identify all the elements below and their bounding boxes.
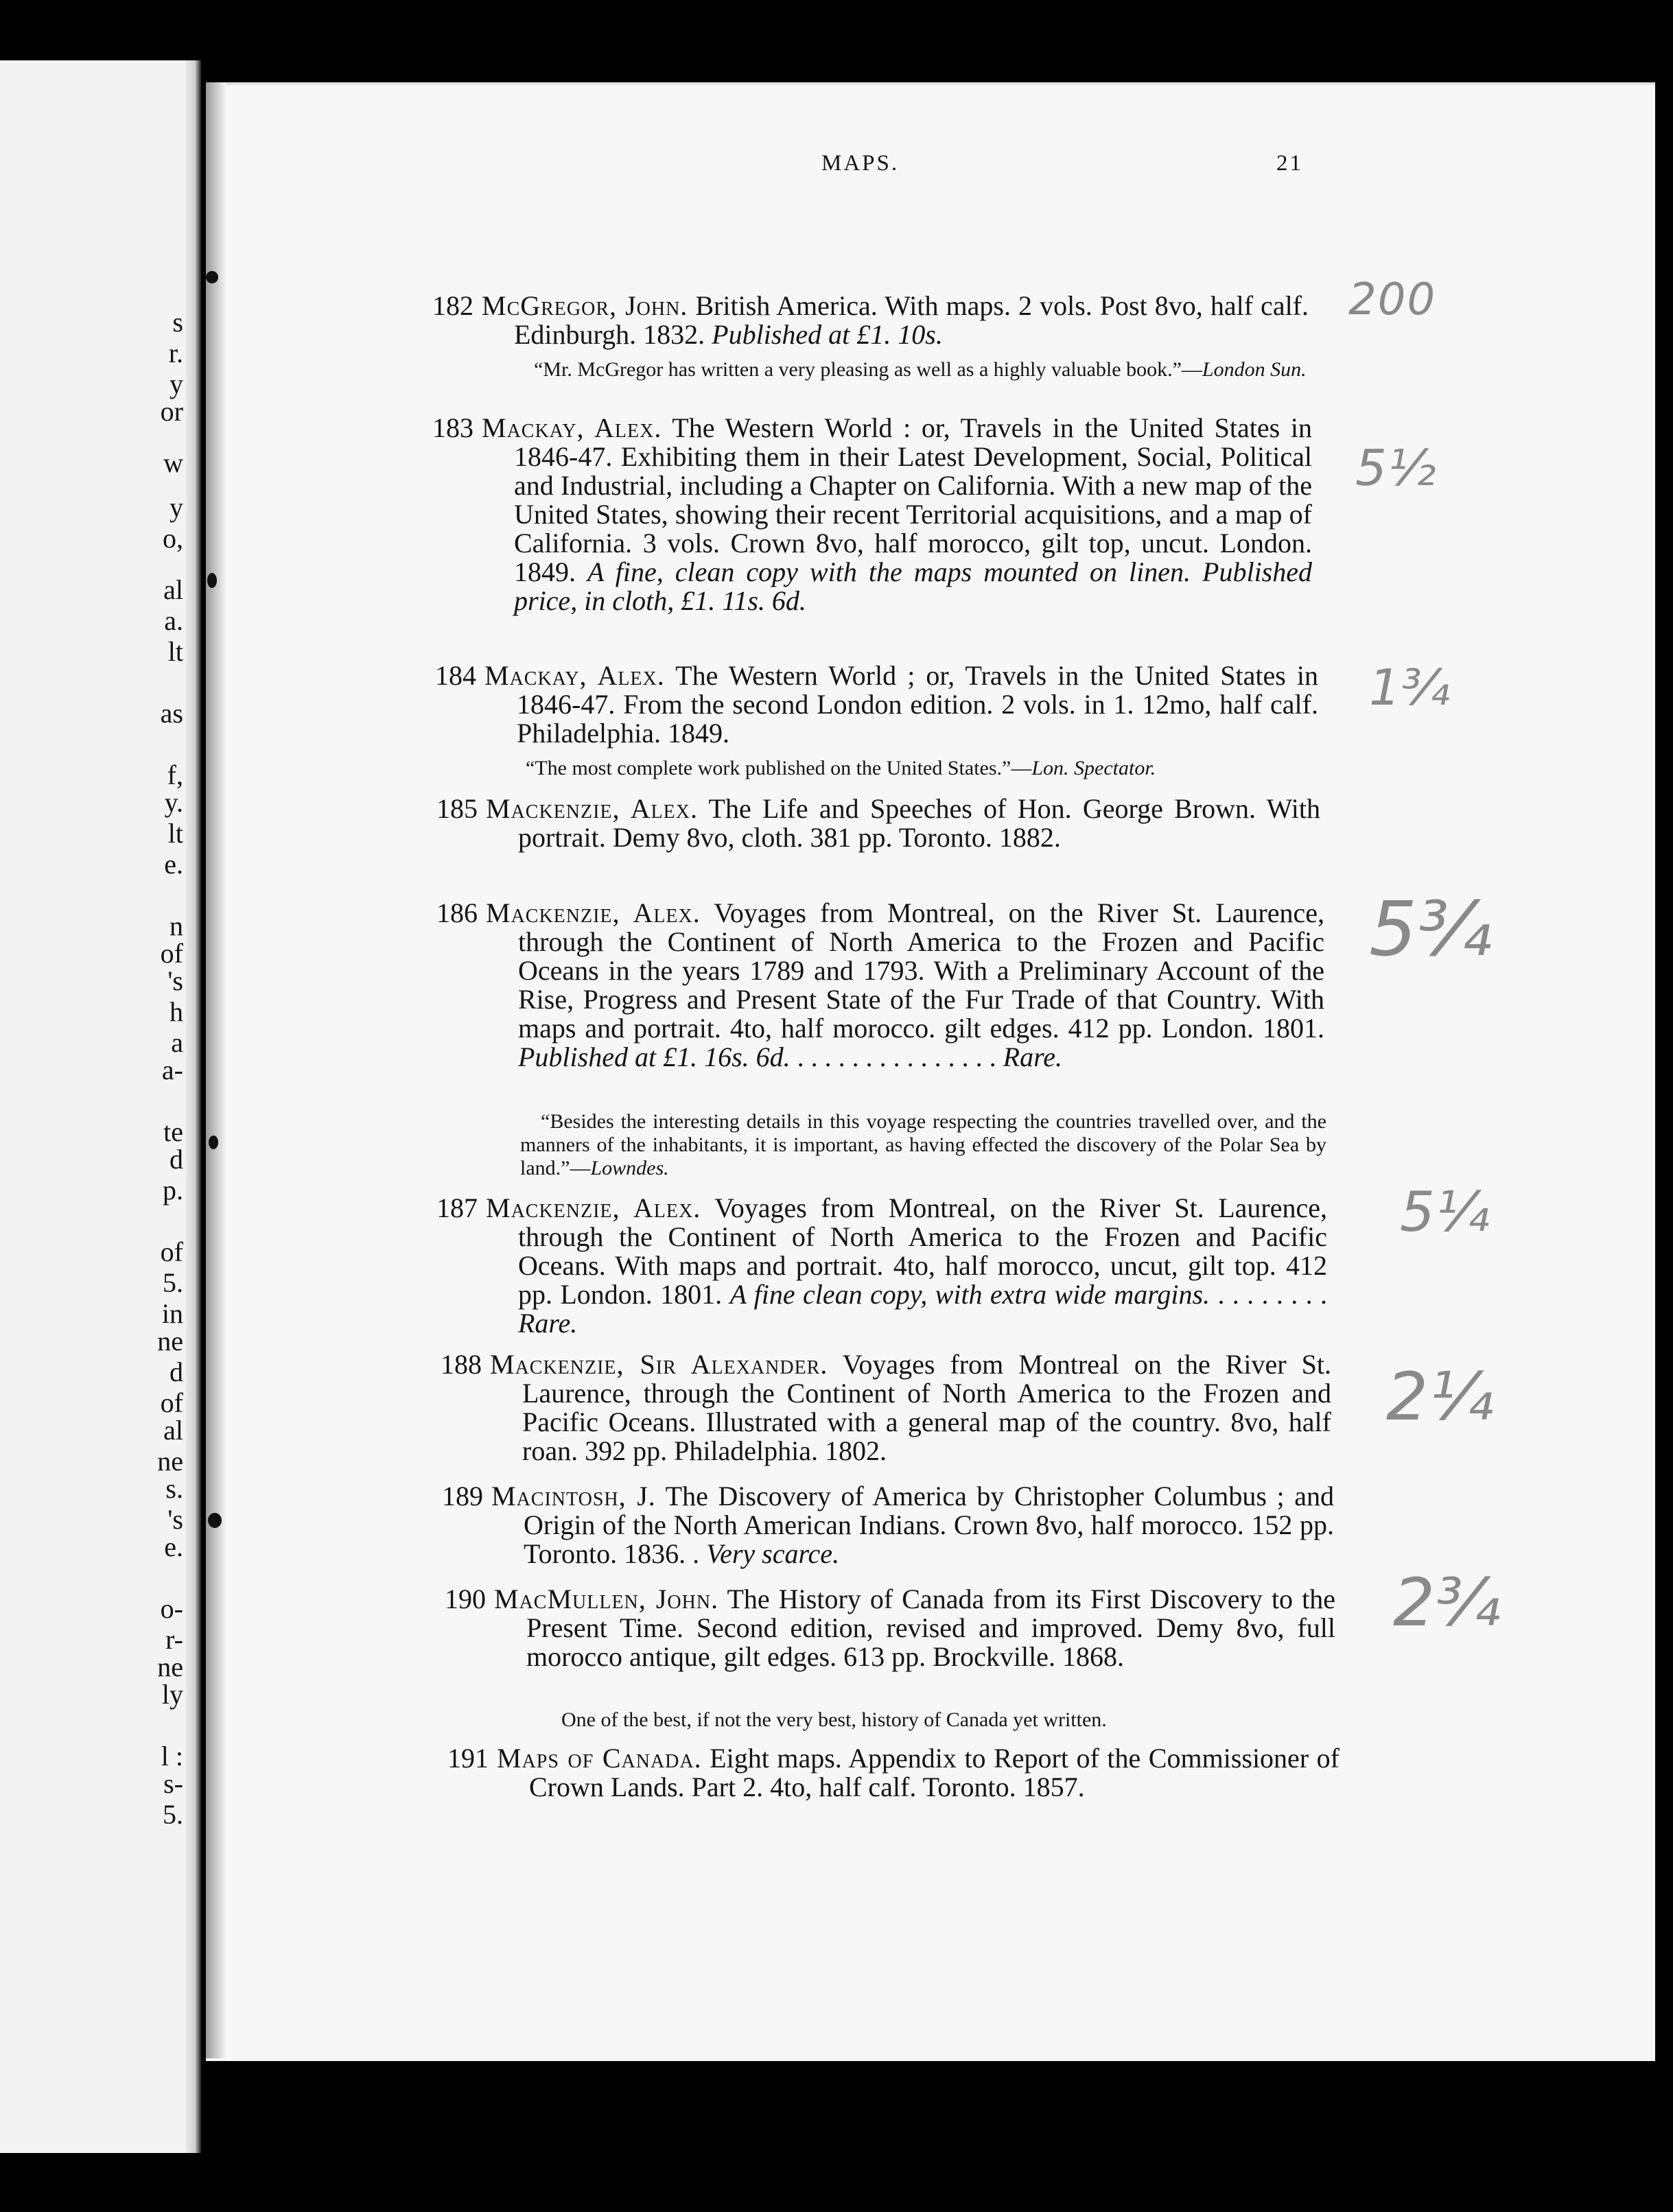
facing-page-fragment: ne (157, 1651, 183, 1682)
facing-page-fragment: s. (165, 1473, 183, 1504)
facing-page-fragment: or (160, 396, 183, 427)
facing-page-fragment: o, (163, 523, 183, 554)
binding-thread (209, 1136, 218, 1149)
quote-source: Lon. Spectator. (1031, 757, 1156, 779)
entry-text: The Discovery of America by Christopher Columbus ; and Origin of the North American Indians. Crown 8vo, half morocco. 152 pp. Toronto. 1836. . (524, 1481, 1334, 1569)
facing-page-fragment: y. (164, 787, 183, 818)
entry-number: 182 (432, 290, 473, 321)
entry-author: MacMullen, John. (494, 1584, 719, 1614)
catalogue-entry (436, 793, 1321, 853)
facing-page-fragment: f, (167, 760, 183, 790)
facing-page-fragment: of (160, 938, 183, 969)
facing-page-fragment: p. (163, 1175, 183, 1205)
entry-note: A fine, clean copy with the maps mounted on linen. Published price, in cloth, £1. 11s. 6d. (514, 556, 1313, 616)
entry-number: 188 (441, 1349, 482, 1380)
catalogue-entry (432, 290, 1309, 350)
catalogue-entry (435, 660, 1319, 749)
entry-author: Mackay, Alex. (482, 412, 662, 443)
facing-page-fragment: w (163, 447, 183, 478)
facing-page-fragment: in (161, 1298, 183, 1329)
facing-page-fragment: lt (167, 636, 183, 667)
entry-text: The Western World ; or, Travels in the United States in 1846-47. From the second London edition. 2 vols. in 1. 12mo, half calf. Philadelphia. 1849. (517, 660, 1319, 749)
facing-page-fragment: of (160, 1236, 183, 1267)
entry-text: Voyages from Montreal, on the River St. Laurence, through the Continent of North America to the Frozen and Pacific Oceans in the years 1789 and 1793. With a Preliminary Account of the Rise, Progress and Present State of the Fur Trade of that Country. With maps and portrait. 4to, half morocco. gilt edges. 412 pp. London. 1801. (518, 897, 1324, 1044)
page-title: MAPS. (821, 151, 900, 176)
leader-dots: . . . . . . . . . . . . . . . (797, 1042, 996, 1072)
facing-page-fragment: y (169, 368, 183, 399)
catalogue-entry (447, 1743, 1339, 1802)
entry-author: Maps of Canada. (497, 1743, 702, 1774)
entry-author: Mackenzie, Alex. (486, 1192, 701, 1223)
entry-number: 184 (435, 660, 476, 691)
entry-quote: “Besides the interesting details in this voyage respecting the countries travelled over, and the manners of the inhabitants, it is important, as having effected the discovery of the Polar Sea by land.”—Lowndes. (520, 1110, 1326, 1179)
facing-page-fragment: 's (167, 965, 183, 996)
catalogue-entry (445, 1584, 1336, 1672)
facing-page-fragment: l : (161, 1741, 183, 1772)
facing-page-fragment: a. (164, 605, 183, 636)
entry-note: Published at £1. 10s. (712, 319, 943, 350)
entry-quote: “The most complete work published on the United States.”—Lon. Spectator. (526, 757, 1156, 779)
facing-page-fragment: a- (161, 1055, 183, 1085)
handwritten-price: 2¾ (1393, 1564, 1502, 1641)
binding-thread (208, 1513, 222, 1528)
entry-quote: “Mr. McGregor has written a very pleasing as well as a highly valuable book.”—London Sun. (534, 358, 1307, 381)
spine-shadow (206, 82, 226, 2058)
leader-dots: . . . . . . . . (1217, 1279, 1328, 1310)
entry-number: 183 (432, 412, 473, 443)
facing-page-fragment: lt (167, 818, 183, 849)
facing-page-fragment: ly (161, 1679, 183, 1710)
entry-text: British America. With maps. 2 vols. Post 8vo, half calf. Edinburgh. 1832. (514, 290, 1309, 350)
facing-page-fragment: of (160, 1387, 183, 1418)
entry-text: The Life and Speeches of Hon. George Brown. With portrait. Demy 8vo, cloth. 381 pp. Toronto. 1882. (518, 793, 1321, 853)
facing-page-fragment: 's (167, 1504, 183, 1535)
handwritten-price: 5¼ (1400, 1180, 1491, 1244)
facing-page-fragment: r- (165, 1624, 183, 1655)
entry-author: Macintosh, J. (491, 1481, 656, 1511)
entry-number: 187 (436, 1192, 478, 1223)
facing-page-fragment: d (169, 1356, 183, 1387)
facing-page-fragment: s (172, 307, 183, 338)
catalogue-entry (442, 1481, 1334, 1569)
catalogue-entry (441, 1349, 1331, 1466)
entry-author: Mackenzie, Sir Alexander. (490, 1349, 828, 1380)
page-number: 21 (1276, 151, 1303, 176)
facing-page-fragment: o- (160, 1593, 183, 1624)
facing-page-fragment: as (160, 698, 183, 729)
handwritten-price: 1¾ (1369, 659, 1451, 716)
facing-page-fragment: a (171, 1027, 183, 1058)
entry-author: Mackenzie, Alex. (486, 897, 701, 928)
facing-page-fragment: al (163, 1415, 183, 1446)
entry-number: 189 (442, 1481, 483, 1511)
facing-page-fragment: te (163, 1116, 183, 1147)
facing-page-fragment: ne (157, 1446, 183, 1476)
entry-number: 186 (436, 897, 478, 928)
entry-note: Published at £1. 16s. 6d. (518, 1042, 791, 1072)
entry-author: Mackenzie, Alex. (486, 793, 698, 824)
facing-page-fragment: 5. (163, 1799, 183, 1830)
facing-page-fragment: r. (168, 338, 183, 368)
handwritten-price: 2¼ (1386, 1358, 1495, 1435)
handwritten-price: 5½ (1355, 439, 1438, 497)
facing-page-fragment: 5. (163, 1267, 183, 1298)
entry-text: Eight maps. Appendix to Report of the Commissioner of Crown Lands. Part 2. 4to, half calf. Toronto. 1857. (529, 1743, 1339, 1802)
entry-number: 190 (445, 1584, 486, 1614)
facing-page-edge (0, 60, 196, 2153)
facing-page-fragment: n (169, 910, 183, 941)
entry-text: The History of Canada from its First Discovery to the Present Time. Second edition, revised and improved. Demy 8vo, full morocco antique, gilt edges. 613 pp. Brockville. 1868. (526, 1584, 1336, 1672)
entry-note: A fine clean copy, with extra wide margins. (729, 1279, 1210, 1310)
entry-note: Very scarce. (706, 1538, 840, 1569)
rarity: Rare. (1003, 1042, 1062, 1072)
entry-text: Voyages from Montreal, on the River St. Laurence, through the Continent of North America to the Frozen and Pacific Oceans. With maps and portrait. 4to, half morocco, uncut, gilt top. 412 pp. London. 1801. (518, 1192, 1328, 1310)
handwritten-price: 200 (1348, 274, 1437, 325)
catalogue-entry (432, 412, 1313, 616)
facing-page-fragment: e. (164, 849, 183, 880)
entry-text: Voyages from Montreal on the River St. Laurence, through the Continent of North America to the Frozen and Pacific Oceans. Illustrated with a general map of the country. 8vo, half roan. 392 pp. Philadelphia. 1802. (522, 1349, 1331, 1466)
entry-author: McGregor, John. (482, 290, 688, 321)
entry-number: 191 (447, 1743, 489, 1774)
binding-thread (207, 573, 217, 588)
facing-page-fragment: al (163, 574, 183, 605)
entry-text: The Western World : or, Travels in the United States in 1846-47. Exhibiting them in their Latest Development, Social, Political and Industrial, including a Chapter on California. With a new map of the United States, showing their recent Territorial acquisitions, and a map of California. 3 vols. Crown 8vo, half morocco, gilt top, uncut. London. 1849. (514, 412, 1312, 587)
facing-page-fragment: ne (157, 1326, 183, 1356)
entry-quote: One of the best, if not the very best, history of Canada yet written. (561, 1708, 1107, 1731)
binding-thread (206, 271, 218, 283)
handwritten-price: 5¾ (1369, 885, 1493, 973)
quote-source: London Sun. (1202, 358, 1307, 381)
quote-source: Lowndes. (590, 1157, 669, 1179)
catalogue-entry (436, 897, 1324, 1072)
rarity: Rare. (518, 1308, 578, 1339)
facing-page-fragment: h (169, 996, 183, 1027)
facing-page-fragment: e. (164, 1531, 183, 1562)
entry-author: Mackay, Alex. (484, 660, 665, 691)
facing-page-fragment: y (169, 492, 183, 523)
catalogue-entry (436, 1192, 1328, 1339)
book-gutter (186, 60, 201, 2153)
facing-page-fragment: d (169, 1144, 183, 1175)
entry-number: 185 (436, 793, 478, 824)
facing-page-fragment: s- (163, 1768, 183, 1799)
